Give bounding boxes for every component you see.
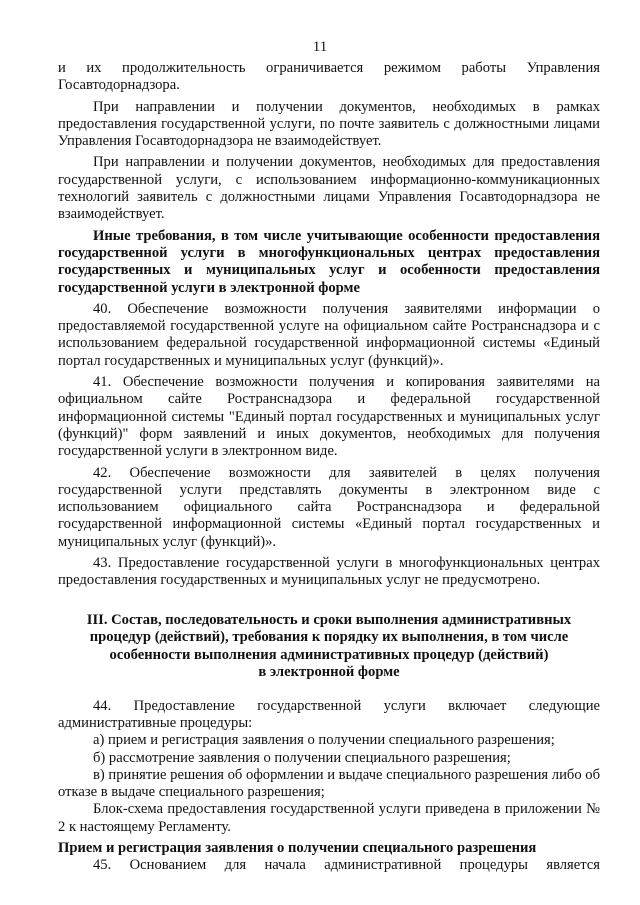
paragraph-43: 43. Предоставление государственной услуги в многофункциональных центрах предоставления государственных и муниципальных услуг не предусмотрено. xyxy=(58,555,600,589)
heading-reception-registration: Прием и регистрация заявления о получении специального разрешения xyxy=(58,839,537,856)
list-item-b: б) рассмотрение заявления о получении специального разрешения; xyxy=(93,749,511,766)
section-heading-line-4: в электронной форме xyxy=(258,664,400,681)
document-body xyxy=(58,60,600,875)
paragraph-44: 44. Предоставление государственной услуги включает следующие административные процедуры: xyxy=(58,697,600,731)
paragraph-flowchart: Блок-схема предоставления государственной услуги приведена в приложении № 2 к настоящему Регламенту. xyxy=(58,801,600,835)
paragraph-ict: При направлении и получении документов, необходимых для предоставления государственной услуги, с использованием информационно-коммуникационных технологий заявитель с должностными лицами Управления Госавтодорнадзора не взаимодействует. xyxy=(58,154,600,223)
section-heading-line-1: III. Состав, последовательность и сроки выполнения административных xyxy=(86,611,572,628)
paragraph-45: 45. Основанием для начала административной процедуры является xyxy=(93,857,600,874)
paragraph-41: 41. Обеспечение возможности получения и копирования заявителями на официальном сайте Ространснадзора и федеральной государственной информационной системы "Единый портал государственных и муниципальных услуг (функций)" форм заявлений и иных документов, необходимых для получения государственной услуги в электронном виде. xyxy=(58,374,600,460)
paragraph-postal: При направлении и получении документов, необходимых в рамках предоставления государственной услуги, по почте заявитель с должностными лицами Управления Госавтодорнадзора не взаимодействует. xyxy=(58,98,600,150)
section-heading-iii xyxy=(68,612,590,682)
section-heading-line-3: особенности выполнения административных процедур (действий) xyxy=(109,646,549,663)
heading-other-requirements: Иные требования, в том числе учитывающие особенности предоставления государственной услуги в многофункциональных центрах предоставления государственных и муниципальных услуг и особенности предоставления государственной услуги в электронной форме xyxy=(58,227,600,296)
page-number: 11 xyxy=(312,39,328,55)
list-item-a: а) прием и регистрация заявления о получении специального разрешения; xyxy=(93,732,555,749)
paragraph-42: 42. Обеспечение возможности для заявителей в целях получения государственной услуги представлять документы в электронном виде с использованием официального сайта Ространснадзора и федеральной государственной информационной системы «Единый портал государственных и муниципальных услуг (функций)». xyxy=(58,464,600,550)
paragraph-continuation: и их продолжительность ограничивается режимом работы Управления Госавтодорнадзора. xyxy=(58,60,600,94)
paragraph-40: 40. Обеспечение возможности получения заявителями информации о предоставляемой государственной услуге на официальном сайте Ространснадзора и с использованием федеральной государственной информационной системы «Единый портал государственных и муниципальных услуг (функций)». xyxy=(58,300,600,369)
list-item-c: в) принятие решения об оформлении и выдаче специального разрешения либо об отказе в выдаче специального разрешения; xyxy=(58,766,600,801)
section-heading-line-2: процедур (действий), требования к порядку их выполнения, в том числе xyxy=(89,629,569,646)
